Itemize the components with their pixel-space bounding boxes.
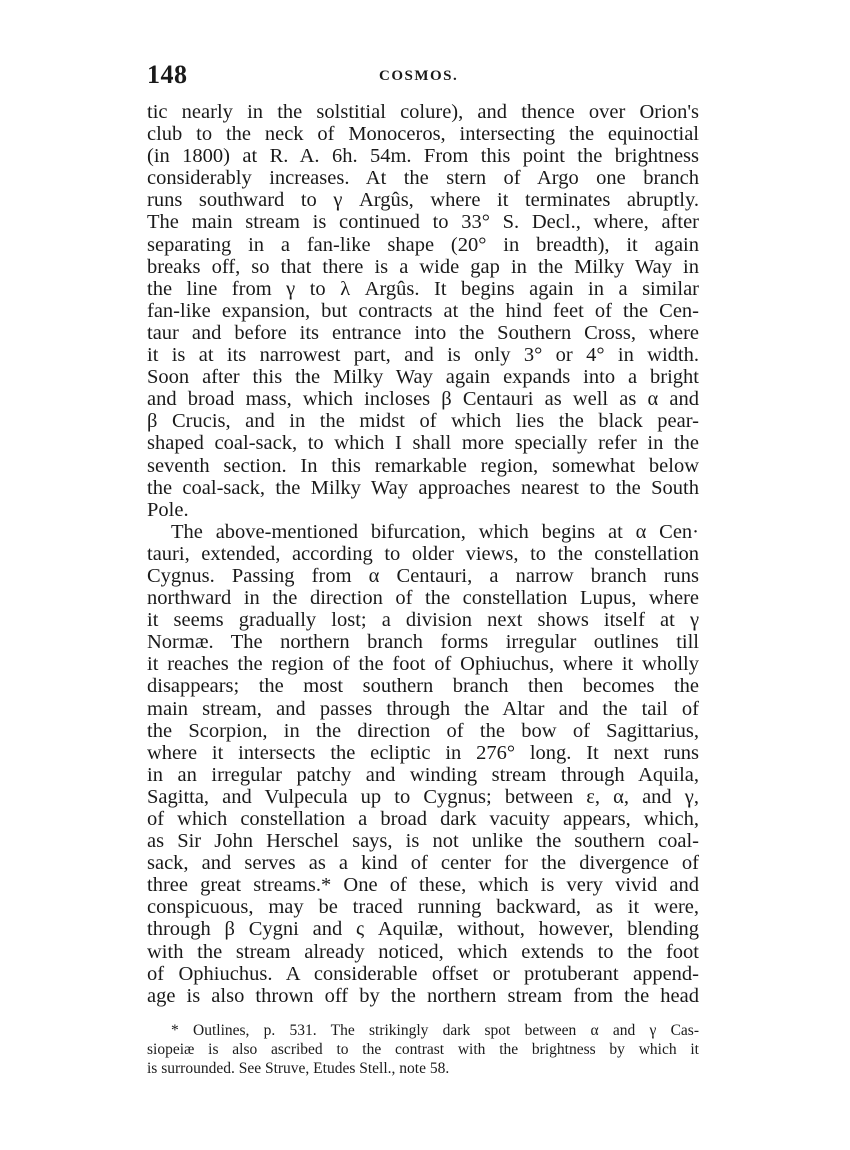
text-line: Cygnus. Passing from α Centauri, a narrow branch runs [147, 564, 699, 587]
text-line: of Ophiuchus. A considerable offset or protuberant append- [147, 962, 699, 985]
text-line: seventh section. In this remarkable region, somewhat below [147, 454, 699, 477]
text-line: taur and before its entrance into the Southern Cross, where [147, 321, 699, 344]
text-line: breaks off, so that there is a wide gap in the Milky Way in [147, 255, 699, 278]
text-line: club to the neck of Monoceros, intersecting the equinoctial [147, 123, 699, 146]
text-line: the coal-sack, the Milky Way approaches nearest to the South [147, 476, 699, 499]
text-line: northward in the direction of the constellation Lupus, where [147, 587, 699, 610]
text-line: Soon after this the Milky Way again expands into a bright [147, 366, 699, 389]
running-head [147, 60, 699, 90]
footnote-line: is surrounded. See Struve, Etudes Stell., note 58. [147, 1060, 450, 1077]
text-line: in an irregular patchy and winding stream through Aquila, [147, 763, 699, 786]
text-line: and broad mass, which incloses β Centauri as well as α and [147, 388, 699, 411]
text-line: the line from γ to λ Argûs. It begins again in a similar [147, 277, 699, 300]
text-line: of which constellation a broad dark vacuity appears, which, [147, 808, 699, 830]
text-line: Normæ. The northern branch forms irregular outlines till [147, 631, 699, 654]
text-line: disappears; the most southern branch then becomes the [147, 675, 699, 698]
body-text [147, 101, 699, 1007]
text-line: through β Cygni and ς Aquilæ, without, however, blending [147, 918, 699, 941]
text-line: (in 1800) at R. A. 6h. 54m. From this point the brightness [147, 145, 699, 168]
running-title: COSMOS. [379, 68, 459, 84]
text-line: considerably increases. At the stern of Argo one branch [147, 167, 699, 190]
text-line: it reaches the region of the foot of Ophiuchus, where it wholly [147, 653, 699, 676]
footnote-line: * Outlines, p. 531. The strikingly dark spot between α and γ Cas- [171, 1022, 699, 1039]
footnote-line: siopeiæ is also ascribed to the contrast with the brightness by which it [147, 1041, 699, 1058]
text-line: separating in a fan-like shape (20° in breadth), it again [147, 233, 699, 256]
text-line: fan-like expansion, but contracts at the hind feet of the Cen- [147, 299, 699, 322]
text-line: three great streams.* One of these, which is very vivid and [147, 874, 699, 897]
text-line: tic nearly in the solstitial colure), and thence over Orion's [147, 101, 699, 123]
text-line: main stream, and passes through the Altar and the tail of [147, 697, 699, 720]
page-number: 148 [147, 60, 188, 89]
text-line: Sagitta, and Vulpecula up to Cygnus; between ε, α, and γ, [147, 785, 699, 808]
text-line: The main stream is continued to 33° S. Decl., where, after [147, 211, 699, 234]
text-line: sack, and serves as a kind of center for the divergence of [147, 852, 699, 875]
text-line: it seems gradually lost; a division next shows itself at γ [147, 609, 699, 632]
text-line: β Crucis, and in the midst of which lies the black pear- [147, 410, 699, 433]
text-line: tauri, extended, according to older views, to the constellation [147, 542, 699, 565]
footnote-block [147, 1021, 699, 1078]
text-line: with the stream already noticed, which extends to the foot [147, 940, 699, 963]
text-line: runs southward to γ Argûs, where it terminates abruptly. [147, 189, 699, 212]
text-line: conspicuous, may be traced running backward, as it were, [147, 896, 699, 919]
text-line: shaped coal-sack, to which I shall more specially refer in the [147, 432, 699, 455]
text-line: as Sir John Herschel says, is not unlike the southern coal- [147, 830, 699, 853]
text-line: the Scorpion, in the direction of the bow of Sagittarius, [147, 719, 699, 742]
text-line: it is at its narrowest part, and is only 3° or 4° in width. [147, 344, 699, 367]
text-line: Pole. [147, 498, 189, 521]
text-line: where it intersects the ecliptic in 276° long. It next runs [147, 741, 699, 764]
text-line: age is also thrown off by the northern stream from the head [147, 984, 699, 1007]
text-line: The above-mentioned bifurcation, which begins at α Cen· [171, 520, 699, 543]
